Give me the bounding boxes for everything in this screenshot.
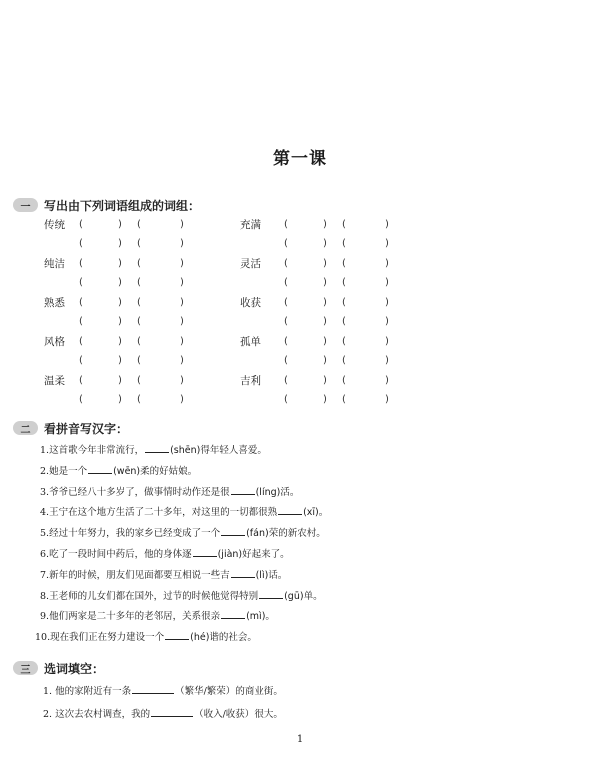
question-number: 1. bbox=[40, 445, 50, 456]
question-text: 吃了一段时间中药后，他的身体逐 bbox=[49, 549, 192, 560]
section-3-header bbox=[13, 659, 104, 677]
paren-close: ) bbox=[323, 219, 327, 230]
pinyin-hint: (shēn) bbox=[170, 445, 201, 456]
paren-open: ( bbox=[79, 316, 83, 327]
word-left-3: 熟悉 bbox=[44, 297, 65, 309]
paren-open: ( bbox=[284, 277, 288, 288]
paren-open: ( bbox=[342, 219, 346, 230]
paren-open: ( bbox=[137, 394, 141, 405]
word-left-4: 风格 bbox=[44, 336, 65, 348]
section-1-heading: 写出由下列词语组成的词组： bbox=[44, 198, 201, 213]
question-text: 王宁在这个地方生活了二十多年，对这里的一切都很熟 bbox=[49, 507, 278, 519]
paren-open: ( bbox=[342, 316, 346, 327]
paren-close: ) bbox=[323, 277, 327, 288]
section-2-heading: 看拼音写汉字： bbox=[44, 421, 129, 436]
paren-open: ( bbox=[342, 277, 346, 288]
word-left-2: 纯洁 bbox=[44, 258, 65, 270]
pinyin-question bbox=[40, 546, 290, 560]
paren-close: ) bbox=[118, 336, 122, 347]
paren-close: ) bbox=[385, 394, 389, 405]
left-answer-slot[interactable] bbox=[143, 237, 178, 251]
left-answer-slot[interactable] bbox=[85, 237, 116, 251]
pinyin-question bbox=[40, 525, 326, 539]
pinyin-question bbox=[40, 588, 323, 602]
right-answer-slot[interactable] bbox=[290, 335, 321, 349]
question-number: 3. bbox=[40, 486, 50, 498]
right-answer-slot[interactable] bbox=[348, 374, 383, 388]
section-1-header bbox=[13, 196, 200, 214]
answer-blank[interactable] bbox=[231, 484, 255, 495]
question-text: 谐的社会。 bbox=[209, 632, 257, 644]
word-left-5: 温柔 bbox=[44, 375, 65, 387]
question-text: 。 bbox=[265, 611, 275, 623]
paren-close: ) bbox=[180, 394, 184, 405]
left-answer-slot[interactable] bbox=[143, 335, 178, 349]
pinyin-hint: (jiàn) bbox=[217, 549, 243, 560]
answer-blank[interactable] bbox=[259, 588, 283, 599]
paren-open: ( bbox=[284, 297, 288, 308]
right-answer-slot[interactable] bbox=[290, 374, 321, 388]
question-text: 这首歌今年非常流行， bbox=[49, 445, 145, 456]
word-choices: （繁华/繁荣） bbox=[175, 686, 236, 697]
question-number: 7. bbox=[40, 569, 50, 581]
question-number: 8. bbox=[40, 590, 50, 602]
paren-close: ) bbox=[180, 297, 184, 308]
answer-blank[interactable] bbox=[151, 706, 193, 717]
paren-close: ) bbox=[118, 277, 122, 288]
paren-close: ) bbox=[180, 219, 184, 230]
paren-close: ) bbox=[385, 258, 389, 269]
question-number: 10. bbox=[35, 632, 51, 644]
question-text: 经过十年努力，我的家乡已经变成了一个 bbox=[49, 528, 221, 540]
left-answer-slot[interactable] bbox=[143, 393, 178, 407]
answer-blank[interactable] bbox=[165, 629, 189, 640]
right-answer-slot[interactable] bbox=[348, 315, 383, 329]
left-answer-slot[interactable] bbox=[85, 393, 116, 407]
paren-open: ( bbox=[79, 258, 83, 269]
left-answer-slot[interactable] bbox=[143, 296, 178, 310]
paren-close: ) bbox=[385, 238, 389, 249]
paren-open: ( bbox=[137, 316, 141, 327]
right-answer-slot[interactable] bbox=[290, 218, 321, 232]
paren-open: ( bbox=[284, 394, 288, 405]
right-answer-slot[interactable] bbox=[348, 218, 383, 232]
question-text: 柔的好姑娘。 bbox=[140, 465, 198, 477]
right-answer-slot[interactable] bbox=[348, 354, 383, 368]
left-answer-slot[interactable] bbox=[143, 354, 178, 368]
paren-open: ( bbox=[284, 355, 288, 366]
question-text: 的商业街。 bbox=[235, 686, 283, 697]
paren-open: ( bbox=[342, 355, 346, 366]
paren-open: ( bbox=[342, 375, 346, 386]
paren-open: ( bbox=[342, 394, 346, 405]
left-answer-slot[interactable] bbox=[85, 335, 116, 349]
paren-open: ( bbox=[284, 219, 288, 230]
paren-open: ( bbox=[79, 219, 83, 230]
paren-close: ) bbox=[385, 316, 389, 327]
right-answer-slot[interactable] bbox=[348, 296, 383, 310]
question-text: 好起来了。 bbox=[242, 549, 290, 560]
paren-close: ) bbox=[323, 336, 327, 347]
pinyin-question bbox=[40, 504, 328, 518]
paren-close: ) bbox=[180, 355, 184, 366]
paren-open: ( bbox=[284, 316, 288, 327]
paren-close: ) bbox=[385, 297, 389, 308]
left-answer-slot[interactable] bbox=[85, 257, 116, 271]
paren-open: ( bbox=[137, 297, 141, 308]
paren-close: ) bbox=[385, 277, 389, 288]
left-answer-slot[interactable] bbox=[143, 218, 178, 232]
pinyin-hint: (gū) bbox=[284, 590, 304, 602]
paren-open: ( bbox=[137, 238, 141, 249]
word-right-2: 灵活 bbox=[240, 258, 261, 270]
word-choices: （收入/收获） bbox=[194, 709, 255, 720]
paren-open: ( bbox=[284, 375, 288, 386]
answer-blank[interactable] bbox=[88, 463, 112, 474]
word-right-4: 孤单 bbox=[240, 336, 261, 348]
question-number: 5. bbox=[40, 528, 50, 540]
paren-close: ) bbox=[323, 375, 327, 386]
question-text: 爷爷已经八十多岁了，做事情时动作还是很 bbox=[49, 486, 230, 498]
right-answer-slot[interactable] bbox=[290, 354, 321, 368]
pinyin-question bbox=[40, 442, 267, 456]
pinyin-hint: (xī) bbox=[303, 507, 319, 519]
paren-open: ( bbox=[137, 375, 141, 386]
left-answer-slot[interactable] bbox=[143, 276, 178, 290]
question-number: 2. bbox=[40, 465, 50, 477]
answer-blank[interactable] bbox=[145, 442, 169, 453]
section-2-header bbox=[13, 419, 128, 437]
paren-close: ) bbox=[385, 355, 389, 366]
lesson-title: 第一课 bbox=[273, 149, 327, 169]
paren-close: ) bbox=[385, 336, 389, 347]
answer-blank[interactable] bbox=[221, 608, 245, 619]
paren-close: ) bbox=[180, 375, 184, 386]
left-answer-slot[interactable] bbox=[143, 374, 178, 388]
paren-open: ( bbox=[284, 238, 288, 249]
pinyin-question bbox=[40, 608, 275, 622]
question-text: 现在我们正在努力建设一个 bbox=[50, 632, 165, 644]
paren-close: ) bbox=[180, 336, 184, 347]
paren-open: ( bbox=[137, 277, 141, 288]
paren-close: ) bbox=[118, 238, 122, 249]
question-text: 。 bbox=[318, 507, 329, 519]
question-text: 他的家附近有一条 bbox=[55, 686, 132, 697]
paren-open: ( bbox=[79, 375, 83, 386]
pinyin-question bbox=[35, 629, 257, 643]
paren-open: ( bbox=[137, 258, 141, 269]
right-answer-slot[interactable] bbox=[290, 257, 321, 271]
paren-close: ) bbox=[323, 258, 327, 269]
right-answer-slot[interactable] bbox=[348, 335, 383, 349]
question-number: 2. bbox=[43, 709, 56, 720]
paren-close: ) bbox=[118, 355, 122, 366]
question-text: 王老师的儿女们都在国外，过节的时候他觉得特别 bbox=[49, 590, 259, 602]
answer-blank[interactable] bbox=[278, 504, 302, 515]
left-answer-slot[interactable] bbox=[85, 315, 116, 329]
paren-close: ) bbox=[323, 394, 327, 405]
question-text: 话。 bbox=[268, 569, 288, 581]
section-1-badge: 一 bbox=[13, 198, 38, 212]
answer-blank[interactable] bbox=[193, 546, 217, 557]
paren-open: ( bbox=[342, 238, 346, 249]
right-answer-slot[interactable] bbox=[348, 237, 383, 251]
left-answer-slot[interactable] bbox=[85, 374, 116, 388]
paren-open: ( bbox=[79, 277, 83, 288]
pinyin-hint: (wēn) bbox=[113, 465, 141, 477]
paren-open: ( bbox=[79, 394, 83, 405]
pinyin-question bbox=[40, 463, 197, 477]
paren-close: ) bbox=[180, 316, 184, 327]
paren-close: ) bbox=[180, 258, 184, 269]
left-answer-slot[interactable] bbox=[85, 218, 116, 232]
paren-open: ( bbox=[137, 219, 141, 230]
paren-close: ) bbox=[323, 316, 327, 327]
question-text: 这次去农村调查，我的 bbox=[55, 709, 151, 720]
left-answer-slot[interactable] bbox=[85, 296, 116, 310]
paren-close: ) bbox=[118, 394, 122, 405]
pinyin-question bbox=[40, 484, 299, 498]
answer-blank[interactable] bbox=[132, 683, 174, 694]
paren-close: ) bbox=[118, 375, 122, 386]
paren-open: ( bbox=[342, 336, 346, 347]
paren-open: ( bbox=[79, 297, 83, 308]
paren-close: ) bbox=[118, 316, 122, 327]
pinyin-hint: (lì) bbox=[255, 569, 269, 581]
question-text: 单。 bbox=[303, 590, 323, 602]
right-answer-slot[interactable] bbox=[290, 296, 321, 310]
paren-close: ) bbox=[385, 375, 389, 386]
question-number: 6. bbox=[40, 549, 50, 560]
question-text: 她是一个 bbox=[49, 465, 88, 477]
paren-open: ( bbox=[79, 355, 83, 366]
paren-close: ) bbox=[118, 258, 122, 269]
pinyin-hint: (mì) bbox=[246, 611, 266, 623]
paren-close: ) bbox=[323, 355, 327, 366]
word-right-1: 充满 bbox=[240, 219, 261, 231]
question-text: 他们两家是二十多年的老邻居，关系很亲 bbox=[49, 611, 221, 623]
question-text: 很大。 bbox=[254, 709, 283, 720]
paren-open: ( bbox=[137, 355, 141, 366]
right-answer-slot[interactable] bbox=[290, 393, 321, 407]
question-text: 新年的时候，朋友们见面都要互相说一些吉 bbox=[49, 569, 230, 581]
paren-open: ( bbox=[79, 336, 83, 347]
paren-close: ) bbox=[385, 219, 389, 230]
question-number: 9. bbox=[40, 611, 50, 623]
question-text: 活。 bbox=[280, 486, 300, 498]
paren-close: ) bbox=[323, 238, 327, 249]
pinyin-question bbox=[40, 567, 287, 581]
paren-open: ( bbox=[284, 336, 288, 347]
paren-close: ) bbox=[323, 297, 327, 308]
word-left-1: 传统 bbox=[44, 219, 65, 231]
pinyin-hint: (fán) bbox=[246, 528, 269, 540]
right-answer-slot[interactable] bbox=[290, 237, 321, 251]
section-3-badge: 三 bbox=[13, 661, 38, 675]
question-text: 荣的新农村。 bbox=[268, 528, 326, 540]
answer-blank[interactable] bbox=[231, 567, 255, 578]
paren-open: ( bbox=[342, 258, 346, 269]
paren-open: ( bbox=[284, 258, 288, 269]
word-right-3: 收获 bbox=[240, 297, 261, 309]
paren-close: ) bbox=[118, 297, 122, 308]
paren-close: ) bbox=[180, 238, 184, 249]
right-answer-slot[interactable] bbox=[290, 276, 321, 290]
section-2-badge: 二 bbox=[13, 421, 38, 435]
left-answer-slot[interactable] bbox=[143, 315, 178, 329]
question-text: 得年轻人喜爱。 bbox=[200, 445, 267, 456]
paren-open: ( bbox=[342, 297, 346, 308]
paren-close: ) bbox=[118, 219, 122, 230]
word-right-5: 吉利 bbox=[240, 375, 261, 387]
section-3-heading: 选词填空： bbox=[44, 661, 105, 676]
right-answer-slot[interactable] bbox=[348, 393, 383, 407]
question-number: 1. bbox=[43, 686, 56, 697]
left-answer-slot[interactable] bbox=[85, 354, 116, 368]
left-answer-slot[interactable] bbox=[143, 257, 178, 271]
answer-blank[interactable] bbox=[221, 525, 245, 536]
pinyin-hint: (líng) bbox=[255, 486, 281, 498]
pinyin-hint: (hé) bbox=[190, 632, 210, 644]
fill-blank-question bbox=[43, 706, 283, 720]
left-answer-slot[interactable] bbox=[85, 276, 116, 290]
question-number: 4. bbox=[40, 507, 50, 519]
paren-open: ( bbox=[79, 238, 83, 249]
right-answer-slot[interactable] bbox=[348, 276, 383, 290]
fill-blank-question bbox=[43, 683, 283, 697]
paren-open: ( bbox=[137, 336, 141, 347]
right-answer-slot[interactable] bbox=[348, 257, 383, 271]
paren-close: ) bbox=[180, 277, 184, 288]
page-number: 1 bbox=[296, 734, 304, 745]
right-answer-slot[interactable] bbox=[290, 315, 321, 329]
